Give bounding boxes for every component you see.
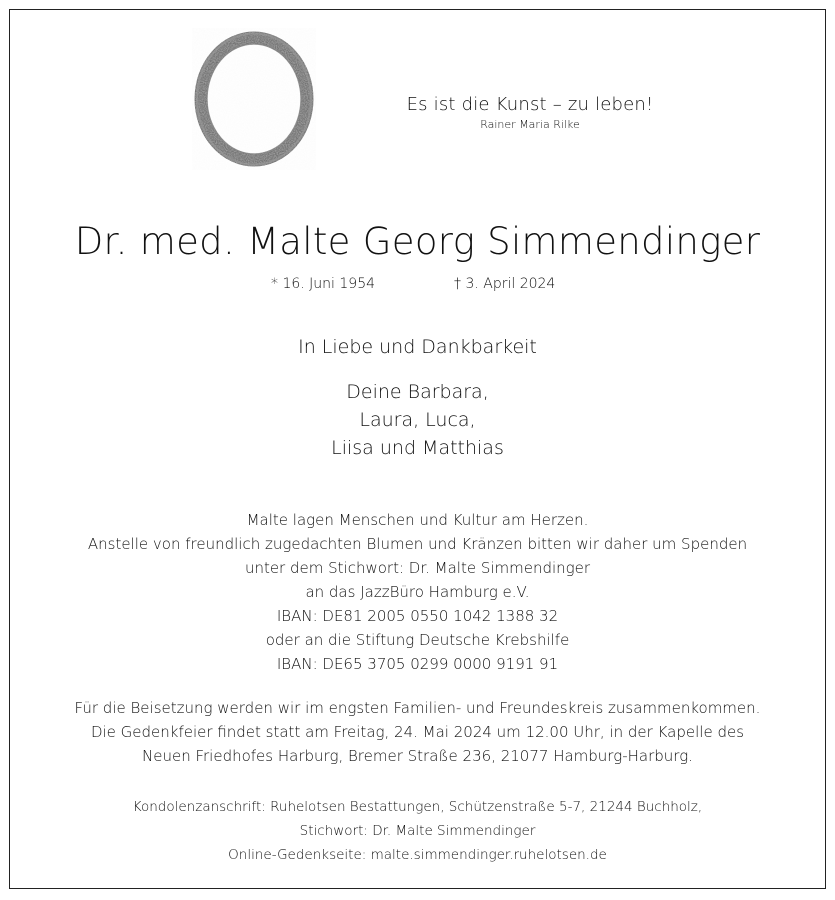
contact-address: Kondolenzanschrift: Ruhelotsen Bestattungen, Schützenstraße 5-7, 21244 Buchholz, — [132, 799, 703, 815]
iban-line: IBAN: DE65 3705 0299 0000 9191 91 — [276, 655, 559, 673]
condolence-contact — [0, 795, 835, 867]
iban-line: IBAN: DE81 2005 0550 1042 1388 32 — [276, 607, 559, 625]
donation-line: oder an die Stiftung Deutsche Krebshilfe — [265, 631, 570, 649]
deceased-name: Dr. med. Malte Georg Simmendinger — [74, 220, 761, 263]
funeral-line: Die Gedenkfeier findet statt am Freitag, 24. Mai 2024 um 12.00 Uhr, in der Kapelle des — [90, 723, 745, 741]
contact-keyword: Stichwort: Dr. Malte Simmendinger — [299, 823, 536, 839]
family-line: Laura, Luca, — [359, 409, 476, 431]
family-names — [0, 378, 835, 462]
quote-block — [380, 94, 680, 131]
family-line: Liisa und Matthias — [331, 437, 504, 459]
donation-line: Anstelle von freundlich zugedachten Blumen und Kränzen bitten wir daher um Spenden — [87, 535, 748, 553]
donation-line: an das JazzBüro Hamburg e.V. — [305, 583, 530, 601]
donation-request — [0, 508, 835, 676]
birth-date: * 16. Juni 1954 — [271, 276, 376, 292]
donation-line: Malte lagen Menschen und Kultur am Herzen. — [246, 511, 589, 529]
quote-author: Rainer Maria Rilke — [480, 118, 580, 131]
funeral-info — [0, 696, 835, 768]
dedication: In Liebe und Dankbarkeit — [298, 336, 537, 358]
funeral-line: Für die Beisetzung werden wir im engsten Familien- und Freundeskreis zusammenkommen. — [74, 699, 761, 717]
memorial-website: Online-Gedenkseite: malte.simmendinger.ruhelotsen.de — [228, 847, 607, 863]
death-date: † 3. April 2024 — [454, 276, 556, 292]
graphite-circle-icon — [192, 28, 316, 170]
quote-text: Es ist die Kunst – zu leben! — [406, 94, 654, 115]
funeral-line: Neuen Friedhofes Harburg, Bremer Straße 236, 21077 Hamburg-Harburg. — [142, 747, 693, 765]
donation-line: unter dem Stichwort: Dr. Malte Simmendinger — [244, 559, 591, 577]
family-line: Deine Barbara, — [346, 381, 489, 403]
